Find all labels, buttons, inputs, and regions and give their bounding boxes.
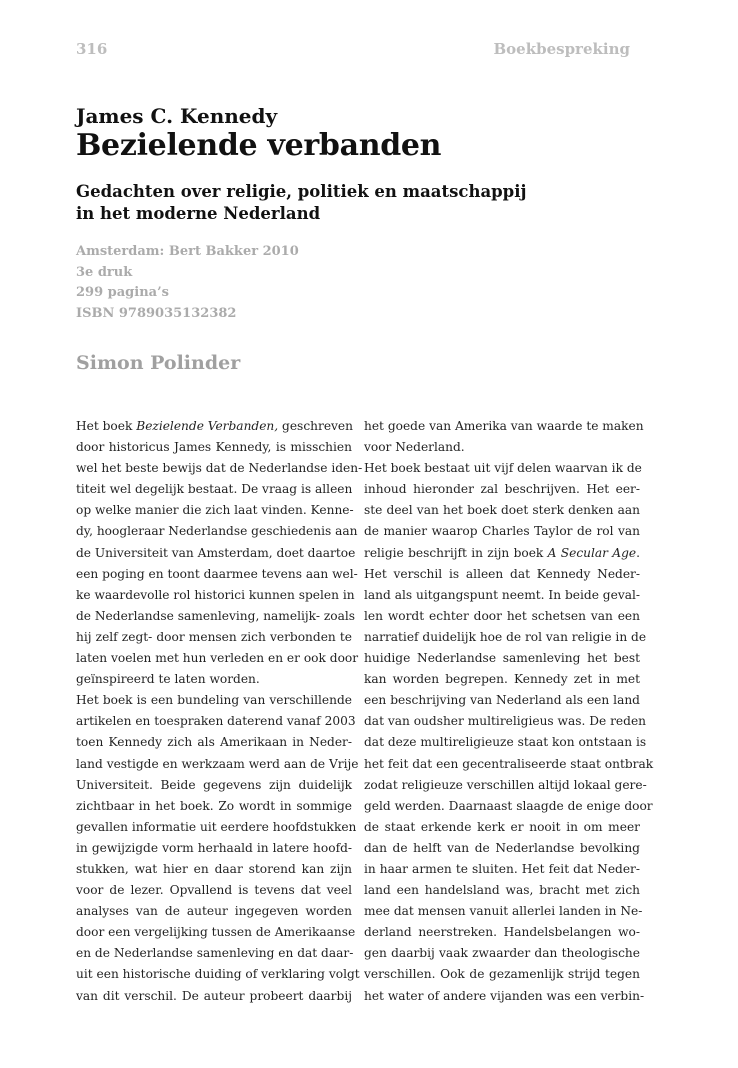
publisher: Amsterdam: Bert Bakker 2010 bbox=[76, 244, 299, 259]
book-title: Bezielende verbanden bbox=[76, 128, 442, 163]
body-column-right bbox=[364, 416, 654, 1007]
text-line: dy, hoogleraar Nederlandse geschiedenis aan bbox=[76, 524, 358, 539]
text-line: door een vergelijking tussen de Amerikaanse bbox=[76, 925, 356, 940]
subtitle-line: in het moderne Nederland bbox=[76, 204, 321, 223]
isbn: ISBN 9789035132382 bbox=[76, 305, 237, 321]
text-line: dat van oudsher multireligieus was. De reden bbox=[364, 714, 647, 729]
text-line: en de Nederlandse samenleving en dat daar- bbox=[76, 946, 354, 961]
text-line: van dit verschil. De auteur probeert daarbij bbox=[76, 988, 352, 1003]
text-line: voor Nederland. bbox=[364, 440, 465, 455]
text-line: analyses van de auteur ingegeven worden bbox=[76, 904, 352, 919]
text-line: uit een historische duiding of verklaring volgt bbox=[76, 967, 360, 982]
text-line: inhoud hieronder zal beschrijven. Het eer- bbox=[364, 482, 640, 497]
publication-info bbox=[76, 242, 299, 324]
subtitle-line: Gedachten over religie, politiek en maatschappij bbox=[76, 182, 527, 201]
text-line: narratief duidelijk hoe de rol van religie in de bbox=[364, 629, 647, 644]
book-author: James C. Kennedy bbox=[76, 104, 278, 128]
text-line: in haar armen te sluiten. Het feit dat Neder- bbox=[364, 861, 640, 876]
text-line: dan de helft van de Nederlandse bevolking bbox=[364, 840, 640, 855]
text-line: Het boek is een bundeling van verschillende bbox=[76, 693, 352, 708]
text-line: gen daarbij vaak zwaarder dan theologische bbox=[364, 946, 640, 961]
page-number: 316 bbox=[76, 40, 108, 58]
text-line: door historicus James Kennedy, is misschien bbox=[76, 440, 352, 455]
text-line: de manier waarop Charles Taylor de rol van bbox=[364, 524, 640, 539]
text-line: titeit wel degelijk bestaat. De vraag is alleen bbox=[76, 482, 353, 497]
text-line: laten voelen met hun verleden en er ook door bbox=[76, 651, 359, 666]
text-line: de Universiteit van Amsterdam, doet daartoe bbox=[76, 545, 356, 560]
text-line: zodat religieuze verschillen altijd lokaal gere- bbox=[364, 777, 647, 792]
text-line: religie beschrijft in zijn boek A Secular Age. bbox=[364, 545, 641, 560]
text-line: ke waardevolle rol historici kunnen spelen in bbox=[76, 587, 355, 602]
edition: 3e druk bbox=[76, 264, 133, 280]
text-line: artikelen en toespraken daterend vanaf 2003 bbox=[76, 714, 356, 729]
text-line: kan worden begrepen. Kennedy zet in met bbox=[364, 672, 640, 687]
text-line: Het verschil is alleen dat Kennedy Neder- bbox=[364, 566, 640, 581]
text-line: op welke manier die zich laat vinden. Kenne- bbox=[76, 503, 354, 518]
text-line: de Nederlandse samenleving, namelijk- zoals bbox=[76, 608, 355, 623]
reviewer-name: Simon Polinder bbox=[76, 352, 241, 374]
text-line: stukken, wat hier en daar storend kan zijn bbox=[76, 861, 352, 876]
text-line: de staat erkende kerk er nooit in om meer bbox=[364, 819, 640, 834]
text-line: ste deel van het boek doet sterk denken aan bbox=[364, 503, 640, 518]
text-line: een beschrijving van Nederland als een land bbox=[364, 693, 640, 708]
text-line: land vestigde en werkzaam werd aan de Vrije bbox=[76, 756, 359, 771]
text-line: zichtbaar in het boek. Zo wordt in sommige bbox=[76, 798, 352, 813]
section-title: Boekbespreking bbox=[493, 40, 630, 58]
text-line: mee dat mensen vanuit allerlei landen in Ne- bbox=[364, 904, 643, 919]
text-line: derland neerstreken. Handelsbelangen wo- bbox=[364, 925, 640, 940]
text-line: geïnspireerd te laten worden. bbox=[76, 672, 260, 687]
text-line: het goede van Amerika van waarde te maken bbox=[364, 419, 644, 433]
text-line: wel het beste bewijs dat de Nederlandse iden- bbox=[76, 461, 363, 476]
text-line: toen Kennedy zich als Amerikaan in Neder- bbox=[76, 735, 352, 750]
book-subtitle bbox=[76, 181, 596, 225]
text-line: Het boek bestaat uit vijf delen waarvan ik de bbox=[364, 461, 642, 476]
text-line: len wordt echter door het schetsen van een bbox=[364, 608, 640, 623]
text-line: een poging en toont daarmee tevens aan wel- bbox=[76, 566, 358, 581]
text-line: het water of andere vijanden was een verbin- bbox=[364, 988, 645, 1003]
text-line: in gewijzigde vorm herhaald in latere hoofd- bbox=[76, 840, 352, 855]
text-line: voor de lezer. Opvallend is tevens dat veel bbox=[76, 883, 352, 898]
running-header bbox=[76, 40, 630, 58]
text-line: geld werden. Daarnaast slaagde de enige door bbox=[364, 798, 653, 813]
text-line: dat deze multireligieuze staat kon ontstaan is bbox=[364, 735, 647, 750]
text-line: verschillen. Ook de gezamenlijk strijd tegen bbox=[364, 967, 640, 982]
text-line: het feit dat een gecentraliseerde staat ontbrak bbox=[364, 756, 654, 771]
text-line: hij zelf zegt- door mensen zich verbonden te bbox=[76, 629, 352, 644]
body-column-left bbox=[76, 416, 363, 1007]
text-line: land een handelsland was, bracht met zich bbox=[364, 883, 640, 898]
text-line: Het boek Bezielende Verbanden, geschreven bbox=[76, 419, 353, 433]
text-line: Universiteit. Beide gegevens zijn duidelijk bbox=[76, 777, 352, 792]
text-line: gevallen informatie uit eerdere hoofdstukken bbox=[76, 819, 357, 834]
text-line: huidige Nederlandse samenleving het best bbox=[364, 651, 640, 666]
page-count: 299 pagina’s bbox=[76, 285, 169, 300]
text-line: land als uitgangspunt neemt. In beide geval- bbox=[364, 587, 640, 602]
